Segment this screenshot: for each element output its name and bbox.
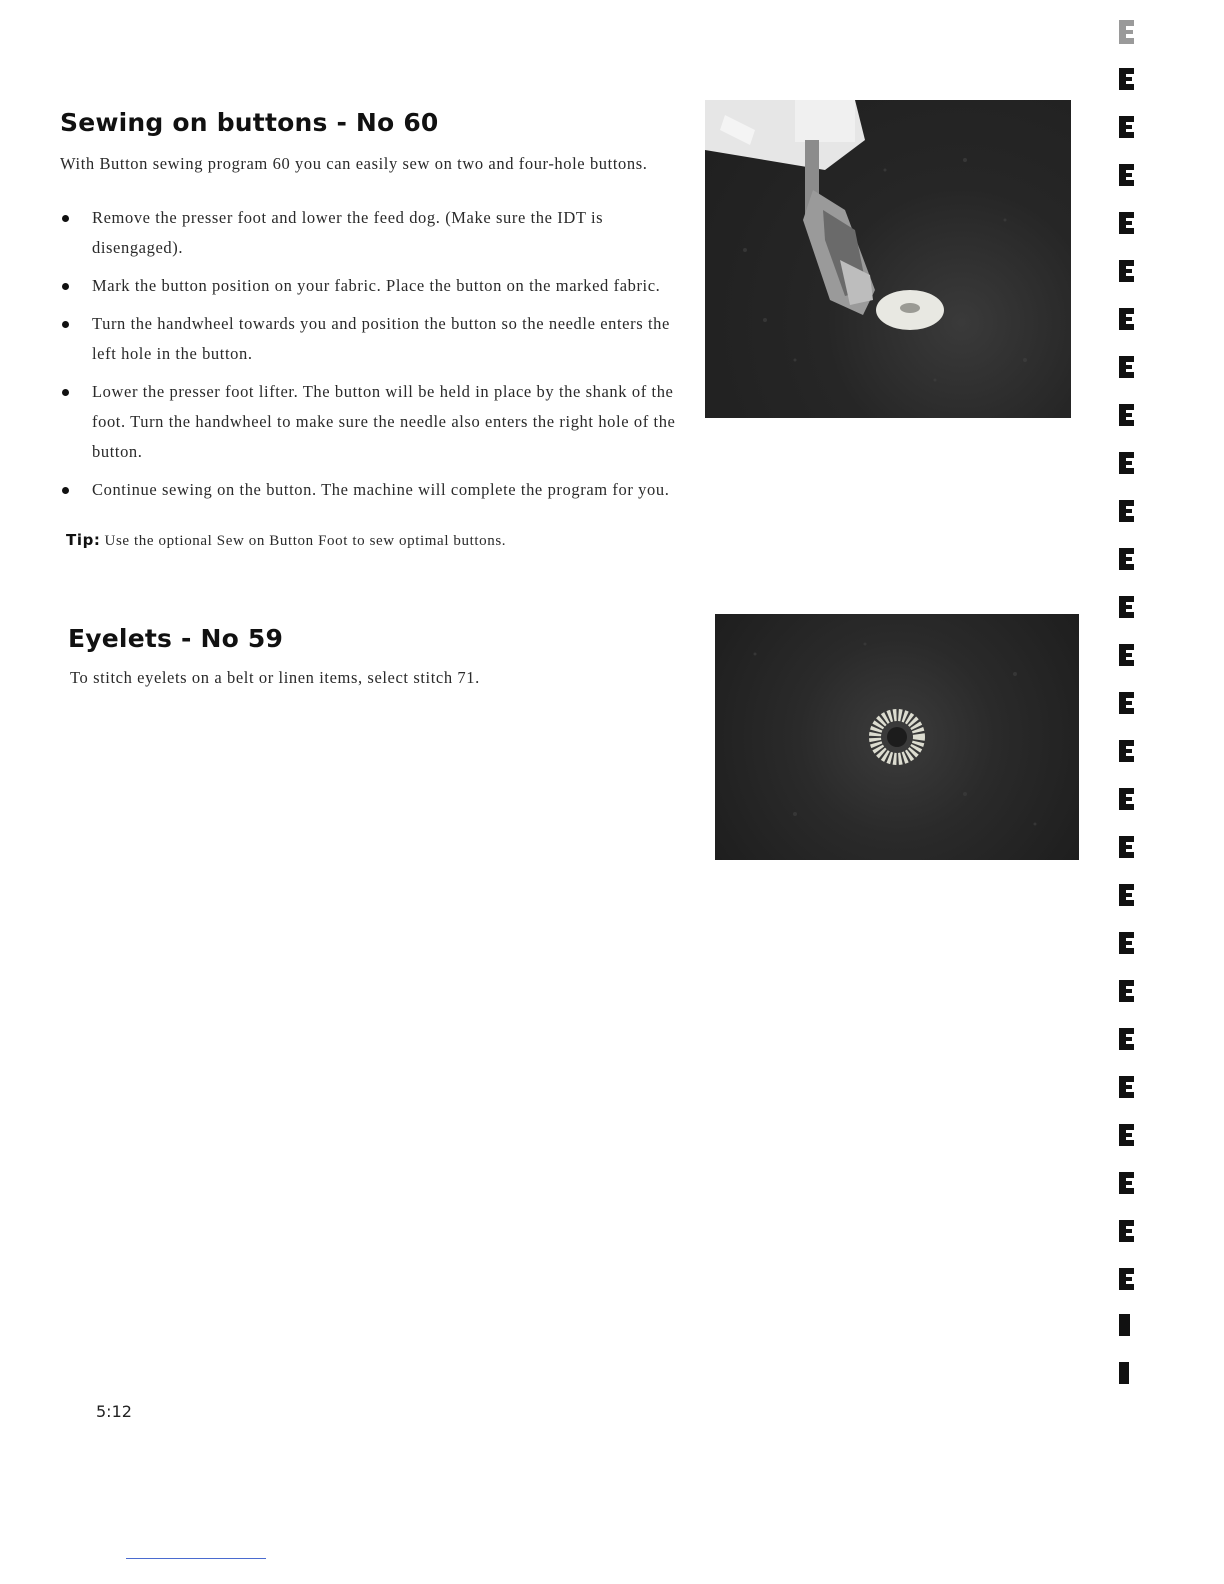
step-text: Lower the presser foot lifter. The button will be held in place by the shank of the foot. Turn the handwheel to make sure the needle also enters the right hole of the button. — [92, 382, 676, 461]
eyelet-illustration — [715, 614, 1079, 860]
section-title-eyelets: Eyelets - No 59 — [68, 624, 284, 653]
step-text: Continue sewing on the button. The machine will complete the program for you. — [92, 480, 670, 499]
bullet-icon — [62, 487, 69, 494]
bullet-icon — [62, 283, 69, 290]
eyelet-photo — [715, 614, 1079, 860]
list-item — [62, 377, 682, 467]
tip-label: Tip: — [66, 531, 101, 549]
edge-tab-markers — [1116, 18, 1140, 1418]
button-sewing-photo — [705, 100, 1071, 418]
intro-paragraph: With Button sewing program 60 you can easily sew on two and four-hole buttons. — [60, 154, 648, 173]
presser-foot-illustration — [705, 100, 1071, 418]
section-title-sewing-buttons: Sewing on buttons - No 60 — [60, 108, 439, 137]
bullet-icon — [62, 321, 69, 328]
bullet-icon — [62, 215, 69, 222]
step-text: Remove the presser foot and lower the feed dog. (Make sure the IDT is disengaged). — [92, 208, 604, 257]
steps-list — [62, 203, 682, 513]
list-item — [62, 475, 682, 505]
tip-text: Use the optional Sew on Button Foot to sew optimal buttons. — [104, 533, 507, 549]
footer-divider — [126, 1558, 266, 1559]
step-text: Turn the handwheel towards you and position the button so the needle enters the left hole in the button. — [92, 314, 670, 363]
tip-note — [66, 525, 686, 557]
list-item — [62, 309, 682, 369]
list-item — [62, 203, 682, 263]
list-item — [62, 271, 682, 301]
page-number: 5:12 — [96, 1402, 132, 1421]
eyelet-paragraph: To stitch eyelets on a belt or linen items, select stitch 71. — [70, 668, 480, 687]
bullet-icon — [62, 389, 69, 396]
step-text: Mark the button position on your fabric. Place the button on the marked fabric. — [92, 276, 661, 295]
